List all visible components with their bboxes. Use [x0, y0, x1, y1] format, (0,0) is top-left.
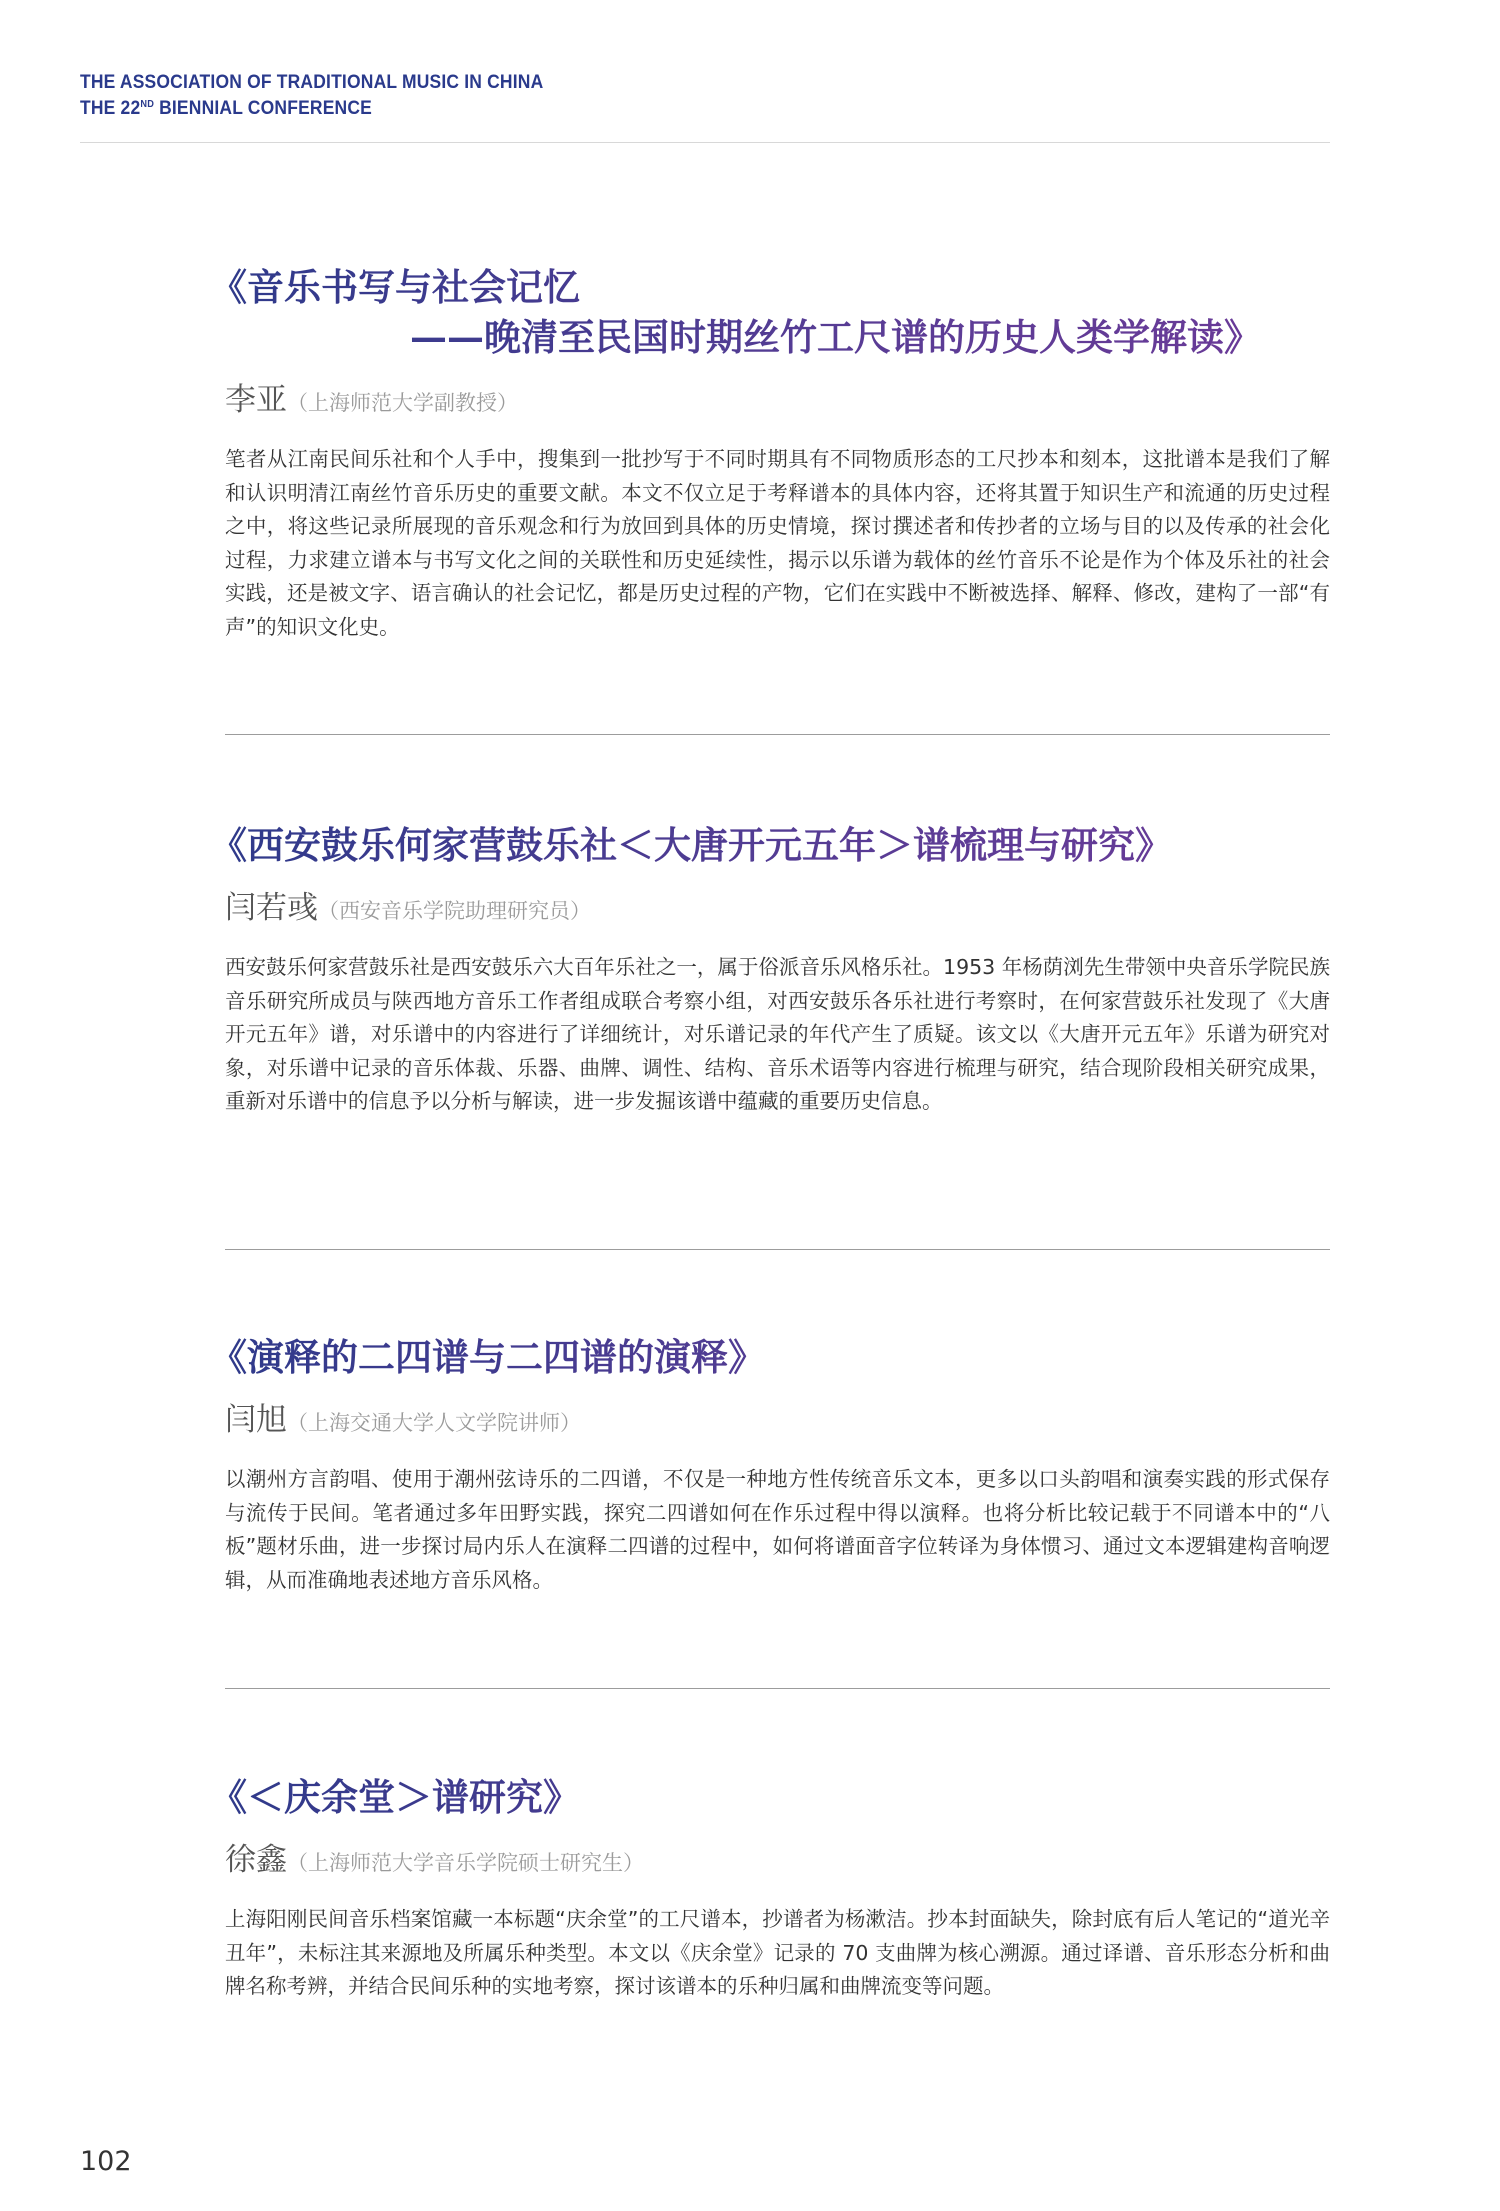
author-affiliation: （上海交通大学人文学院讲师） [287, 1411, 581, 1435]
article-title: 《＜庆余堂＞谱研究》 [210, 1772, 1330, 1822]
section-divider [225, 734, 1330, 735]
section-divider [225, 1688, 1330, 1689]
article-4 [210, 1772, 1330, 2004]
article-abstract: 上海阳刚民间音乐档案馆藏一本标题“庆余堂”的工尺谱本，抄谱者为杨漱洁。抄本封面缺失，除封底有后人笔记的“道光辛丑年”，未标注其来源地及所属乐种类型。本文以《庆余堂》记录的 70 支曲牌为核心溯源。通过译谱、音乐形态分析和曲牌名称考辨，并结合民间乐种的实地考察，探讨该谱本的乐种归属和曲牌流变等问题。 [225, 1907, 1330, 1998]
conference-header [80, 72, 584, 120]
article-author [225, 1834, 1330, 1879]
author-affiliation: （上海师范大学音乐学院硕士研究生） [287, 1851, 644, 1875]
article-author [225, 1394, 1330, 1439]
header-conference-label: BIENNIAL CONFERENCE [154, 98, 373, 119]
page-number: 102 [80, 2146, 132, 2177]
article-1 [210, 262, 1330, 644]
article-author [225, 374, 1330, 419]
author-name: 闫旭 [225, 1402, 287, 1438]
header-edition-suffix: ND [140, 99, 155, 110]
author-affiliation: （西安音乐学院助理研究员） [318, 899, 591, 923]
article-title: 《音乐书写与社会记忆 [210, 262, 1330, 312]
header-divider [80, 142, 1330, 143]
author-affiliation: （上海师范大学副教授） [287, 391, 518, 415]
author-name: 闫若彧 [225, 890, 318, 926]
article-2 [210, 820, 1330, 1119]
header-edition: THE 22 [80, 98, 141, 119]
author-name: 徐鑫 [225, 1842, 287, 1878]
article-abstract: 笔者从江南民间乐社和个人手中，搜集到一批抄写于不同时期具有不同物质形态的工尺抄本和刻本，这批谱本是我们了解和认识明清江南丝竹音乐历史的重要文献。本文不仅立足于考释谱本的具体内容，还将其置于知识生产和流通的历史过程之中，将这些记录所展现的音乐观念和行为放回到具体的历史情境，探讨撰述者和传抄者的立场与目的以及传承的社会化过程，力求建立谱本与书写文化之间的关联性和历史延续性，揭示以乐谱为载体的丝竹音乐不论是作为个体及乐社的社会实践，还是被文字、语言确认的社会记忆，都是历史过程的产物，它们在实践中不断被选择、解释、修改，建构了一部“有声”的知识文化史。 [225, 447, 1330, 639]
header-conference-name [80, 94, 543, 120]
article-title: 《演释的二四谱与二四谱的演释》 [210, 1332, 1330, 1382]
article-subtitle: ——晚清至民国时期丝竹工尺谱的历史人类学解读》 [210, 312, 1330, 362]
article-abstract: 以潮州方言韵唱、使用于潮州弦诗乐的二四谱，不仅是一种地方性传统音乐文本，更多以口头韵唱和演奏实践的形式保存与流传于民间。笔者通过多年田野实践，探究二四谱如何在作乐过程中得以演释。也将分析比较记载于不同谱本中的“八板”题材乐曲，进一步探讨局内乐人在演释二四谱的过程中，如何将谱面音字位转译为身体惯习、通过文本逻辑建构音响逻辑，从而准确地表述地方音乐风格。 [225, 1467, 1330, 1592]
article-abstract: 西安鼓乐何家营鼓乐社是西安鼓乐六大百年乐社之一，属于俗派音乐风格乐社。1953 年杨荫浏先生带领中央音乐学院民族音乐研究所成员与陕西地方音乐工作者组成联合考察小组，对西安鼓乐各乐社进行考察时，在何家营鼓乐社发现了《大唐开元五年》谱，对乐谱中的内容进行了详细统计，对乐谱记录的年代产生了质疑。该文以《大唐开元五年》乐谱为研究对象，对乐谱中记录的音乐体裁、乐器、曲牌、调性、结构、音乐术语等内容进行梳理与研究，结合现阶段相关研究成果，重新对乐谱中的信息予以分析与解读，进一步发掘该谱中蕴藏的重要历史信息。 [225, 955, 1330, 1113]
article-title: 《西安鼓乐何家营鼓乐社＜大唐开元五年＞谱梳理与研究》 [210, 820, 1330, 870]
article-author [225, 882, 1330, 927]
header-association-name: THE ASSOCIATION OF TRADITIONAL MUSIC IN CHINA [80, 72, 544, 93]
author-name: 李亚 [225, 382, 287, 418]
article-3 [210, 1332, 1330, 1597]
section-divider [225, 1249, 1330, 1250]
